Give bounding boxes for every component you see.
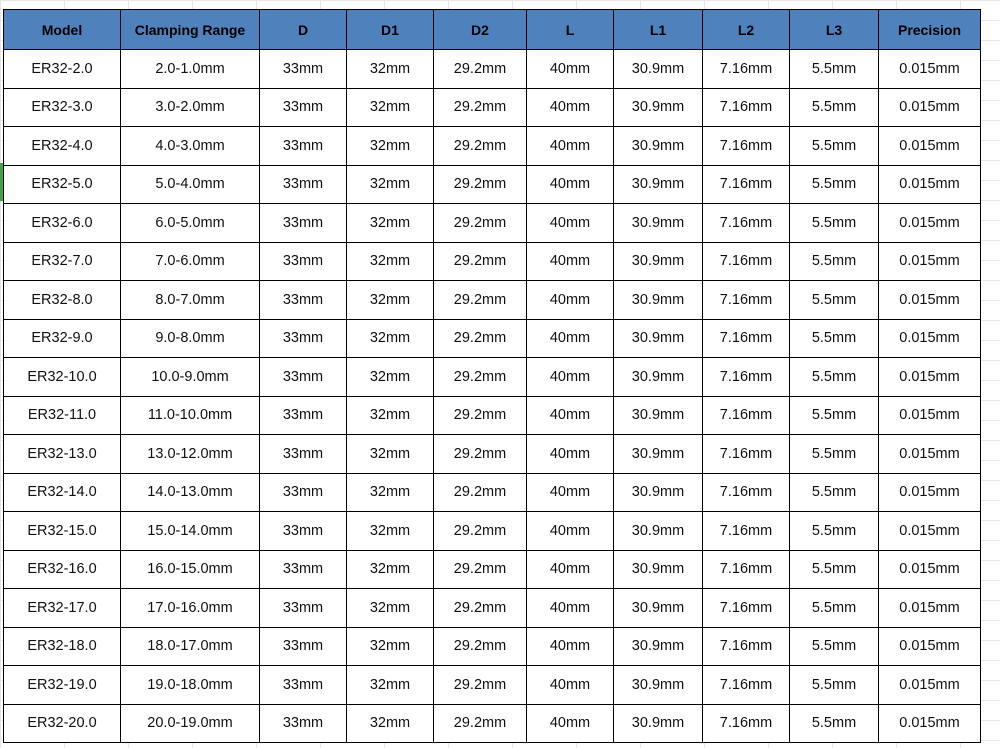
cell-d1[interactable]: 32mm — [347, 666, 434, 705]
cell-clamping-range[interactable]: 6.0-5.0mm — [121, 204, 260, 243]
cell-precision[interactable]: 0.015mm — [879, 358, 981, 397]
header-cell-clamping-range[interactable]: Clamping Range — [121, 10, 260, 50]
cell-l[interactable]: 40mm — [527, 50, 614, 89]
cell-precision[interactable]: 0.015mm — [879, 396, 981, 435]
cell-clamping-range[interactable]: 2.0-1.0mm — [121, 50, 260, 89]
table-row — [4, 666, 981, 705]
cell-precision[interactable]: 0.015mm — [879, 704, 981, 743]
cell-clamping-range[interactable]: 15.0-14.0mm — [121, 512, 260, 551]
cell-l2[interactable]: 7.16mm — [703, 627, 790, 666]
cell-d2[interactable]: 29.2mm — [434, 358, 527, 397]
header-cell-precision[interactable]: Precision — [879, 10, 981, 50]
cell-model[interactable]: ER32-3.0 — [4, 88, 121, 127]
cell-model[interactable]: ER32-17.0 — [4, 589, 121, 628]
cell-l1[interactable]: 30.9mm — [614, 50, 703, 89]
cell-l3[interactable]: 5.5mm — [790, 473, 879, 512]
cell-l2[interactable]: 7.16mm — [703, 242, 790, 281]
cell-precision[interactable]: 0.015mm — [879, 627, 981, 666]
cell-d1[interactable]: 32mm — [347, 627, 434, 666]
cell-l3[interactable]: 5.5mm — [790, 165, 879, 204]
cell-precision[interactable]: 0.015mm — [879, 242, 981, 281]
cell-model[interactable]: ER32-15.0 — [4, 512, 121, 551]
cell-l3[interactable]: 5.5mm — [790, 512, 879, 551]
cell-d[interactable]: 33mm — [260, 435, 347, 474]
cell-model[interactable]: ER32-16.0 — [4, 550, 121, 589]
cell-l[interactable]: 40mm — [527, 242, 614, 281]
cell-clamping-range[interactable]: 14.0-13.0mm — [121, 473, 260, 512]
cell-model[interactable]: ER32-7.0 — [4, 242, 121, 281]
cell-model[interactable]: ER32-9.0 — [4, 319, 121, 358]
cell-d2[interactable]: 29.2mm — [434, 589, 527, 628]
cell-d1[interactable]: 32mm — [347, 281, 434, 320]
cell-l[interactable]: 40mm — [527, 165, 614, 204]
cell-precision[interactable]: 0.015mm — [879, 50, 981, 89]
cell-d[interactable]: 33mm — [260, 281, 347, 320]
cell-l1[interactable]: 30.9mm — [614, 704, 703, 743]
cell-l1[interactable]: 30.9mm — [614, 319, 703, 358]
cell-d1[interactable]: 32mm — [347, 589, 434, 628]
cell-d[interactable]: 33mm — [260, 627, 347, 666]
cell-clamping-range[interactable]: 11.0-10.0mm — [121, 396, 260, 435]
cell-d1[interactable]: 32mm — [347, 358, 434, 397]
cell-precision[interactable]: 0.015mm — [879, 550, 981, 589]
header-cell-d[interactable]: D — [260, 10, 347, 50]
cell-l1[interactable]: 30.9mm — [614, 358, 703, 397]
cell-clamping-range[interactable]: 20.0-19.0mm — [121, 704, 260, 743]
cell-d1[interactable]: 32mm — [347, 512, 434, 551]
cell-clamping-range[interactable]: 16.0-15.0mm — [121, 550, 260, 589]
cell-l3[interactable]: 5.5mm — [790, 50, 879, 89]
cell-precision[interactable]: 0.015mm — [879, 204, 981, 243]
table-row — [4, 242, 981, 281]
cell-d[interactable]: 33mm — [260, 88, 347, 127]
cell-d1[interactable]: 32mm — [347, 319, 434, 358]
cell-clamping-range[interactable]: 9.0-8.0mm — [121, 319, 260, 358]
table-row — [4, 589, 981, 628]
header-cell-l2[interactable]: L2 — [703, 10, 790, 50]
cell-l1[interactable]: 30.9mm — [614, 627, 703, 666]
cell-clamping-range[interactable]: 13.0-12.0mm — [121, 435, 260, 474]
cell-d[interactable]: 33mm — [260, 473, 347, 512]
table-row — [4, 204, 981, 243]
cell-l2[interactable]: 7.16mm — [703, 396, 790, 435]
cell-precision[interactable]: 0.015mm — [879, 319, 981, 358]
table-row — [4, 88, 981, 127]
cell-d1[interactable]: 32mm — [347, 704, 434, 743]
cell-l1[interactable]: 30.9mm — [614, 589, 703, 628]
cell-clamping-range[interactable]: 4.0-3.0mm — [121, 127, 260, 166]
cell-d2[interactable]: 29.2mm — [434, 666, 527, 705]
cell-d1[interactable]: 32mm — [347, 396, 434, 435]
cell-d2[interactable]: 29.2mm — [434, 165, 527, 204]
cell-d2[interactable]: 29.2mm — [434, 319, 527, 358]
cell-d[interactable]: 33mm — [260, 204, 347, 243]
cell-d2[interactable]: 29.2mm — [434, 204, 527, 243]
cell-d[interactable]: 33mm — [260, 165, 347, 204]
cell-model[interactable]: ER32-6.0 — [4, 204, 121, 243]
cell-precision[interactable]: 0.015mm — [879, 666, 981, 705]
cell-l2[interactable]: 7.16mm — [703, 435, 790, 474]
cell-clamping-range[interactable]: 3.0-2.0mm — [121, 88, 260, 127]
header-cell-l3[interactable]: L3 — [790, 10, 879, 50]
cell-model[interactable]: ER32-14.0 — [4, 473, 121, 512]
cell-l[interactable]: 40mm — [527, 512, 614, 551]
cell-d2[interactable]: 29.2mm — [434, 435, 527, 474]
cell-l3[interactable]: 5.5mm — [790, 550, 879, 589]
cell-l1[interactable]: 30.9mm — [614, 281, 703, 320]
cell-d2[interactable]: 29.2mm — [434, 627, 527, 666]
cell-l3[interactable]: 5.5mm — [790, 358, 879, 397]
cell-d2[interactable]: 29.2mm — [434, 88, 527, 127]
cell-l1[interactable]: 30.9mm — [614, 127, 703, 166]
cell-d2[interactable]: 29.2mm — [434, 704, 527, 743]
cell-d[interactable]: 33mm — [260, 50, 347, 89]
cell-l2[interactable]: 7.16mm — [703, 165, 790, 204]
cell-l2[interactable]: 7.16mm — [703, 127, 790, 166]
table-row — [4, 396, 981, 435]
table-row — [4, 281, 981, 320]
cell-d2[interactable]: 29.2mm — [434, 50, 527, 89]
cell-d1[interactable]: 32mm — [347, 550, 434, 589]
header-cell-l1[interactable]: L1 — [614, 10, 703, 50]
cell-d2[interactable]: 29.2mm — [434, 396, 527, 435]
table-row — [4, 165, 981, 204]
cell-d1[interactable]: 32mm — [347, 165, 434, 204]
cell-d[interactable]: 33mm — [260, 127, 347, 166]
cell-d1[interactable]: 32mm — [347, 50, 434, 89]
header-cell-l[interactable]: L — [527, 10, 614, 50]
cell-l1[interactable]: 30.9mm — [614, 204, 703, 243]
cell-l1[interactable]: 30.9mm — [614, 88, 703, 127]
cell-clamping-range[interactable]: 7.0-6.0mm — [121, 242, 260, 281]
cell-clamping-range[interactable]: 18.0-17.0mm — [121, 627, 260, 666]
cell-clamping-range[interactable]: 5.0-4.0mm — [121, 165, 260, 204]
cell-clamping-range[interactable]: 19.0-18.0mm — [121, 666, 260, 705]
cell-l2[interactable]: 7.16mm — [703, 281, 790, 320]
cell-d1[interactable]: 32mm — [347, 435, 434, 474]
cell-l3[interactable]: 5.5mm — [790, 88, 879, 127]
cell-l[interactable]: 40mm — [527, 319, 614, 358]
cell-l3[interactable]: 5.5mm — [790, 589, 879, 628]
cell-model[interactable]: ER32-13.0 — [4, 435, 121, 474]
cell-precision[interactable]: 0.015mm — [879, 165, 981, 204]
table-row — [4, 704, 981, 743]
cell-l1[interactable]: 30.9mm — [614, 435, 703, 474]
table-row — [4, 319, 981, 358]
cell-l2[interactable]: 7.16mm — [703, 204, 790, 243]
cell-l3[interactable]: 5.5mm — [790, 627, 879, 666]
cell-model[interactable]: ER32-20.0 — [4, 704, 121, 743]
cell-d[interactable]: 33mm — [260, 666, 347, 705]
cell-d2[interactable]: 29.2mm — [434, 473, 527, 512]
cell-d1[interactable]: 32mm — [347, 127, 434, 166]
cell-d[interactable]: 33mm — [260, 512, 347, 551]
cell-model[interactable]: ER32-10.0 — [4, 358, 121, 397]
cell-l1[interactable]: 30.9mm — [614, 242, 703, 281]
cell-l2[interactable]: 7.16mm — [703, 88, 790, 127]
cell-l[interactable]: 40mm — [527, 704, 614, 743]
header-cell-d2[interactable]: D2 — [434, 10, 527, 50]
table-row — [4, 50, 981, 89]
cell-precision[interactable]: 0.015mm — [879, 88, 981, 127]
cell-d1[interactable]: 32mm — [347, 88, 434, 127]
cell-l2[interactable]: 7.16mm — [703, 550, 790, 589]
cell-precision[interactable]: 0.015mm — [879, 435, 981, 474]
table-row — [4, 358, 981, 397]
cell-l3[interactable]: 5.5mm — [790, 319, 879, 358]
cell-model[interactable]: ER32-18.0 — [4, 627, 121, 666]
cell-l1[interactable]: 30.9mm — [614, 396, 703, 435]
cell-clamping-range[interactable]: 10.0-9.0mm — [121, 358, 260, 397]
cell-d1[interactable]: 32mm — [347, 204, 434, 243]
cell-l1[interactable]: 30.9mm — [614, 473, 703, 512]
header-cell-d1[interactable]: D1 — [347, 10, 434, 50]
cell-model[interactable]: ER32-2.0 — [4, 50, 121, 89]
cell-l1[interactable]: 30.9mm — [614, 512, 703, 551]
cell-l2[interactable]: 7.16mm — [703, 473, 790, 512]
table-row — [4, 127, 981, 166]
cell-l1[interactable]: 30.9mm — [614, 165, 703, 204]
cell-precision[interactable]: 0.015mm — [879, 589, 981, 628]
cell-model[interactable]: ER32-4.0 — [4, 127, 121, 166]
table-row — [4, 627, 981, 666]
cell-l3[interactable]: 5.5mm — [790, 396, 879, 435]
cell-l[interactable]: 40mm — [527, 127, 614, 166]
cell-l3[interactable]: 5.5mm — [790, 435, 879, 474]
table-row — [4, 550, 981, 589]
cell-model[interactable]: ER32-11.0 — [4, 396, 121, 435]
cell-l2[interactable]: 7.16mm — [703, 704, 790, 743]
cell-precision[interactable]: 0.015mm — [879, 512, 981, 551]
cell-l[interactable]: 40mm — [527, 666, 614, 705]
cell-clamping-range[interactable]: 17.0-16.0mm — [121, 589, 260, 628]
cell-d[interactable]: 33mm — [260, 319, 347, 358]
cell-d[interactable]: 33mm — [260, 550, 347, 589]
cell-clamping-range[interactable]: 8.0-7.0mm — [121, 281, 260, 320]
cell-l3[interactable]: 5.5mm — [790, 666, 879, 705]
cell-l[interactable]: 40mm — [527, 358, 614, 397]
cell-l[interactable]: 40mm — [527, 281, 614, 320]
cell-d[interactable]: 33mm — [260, 358, 347, 397]
cell-model[interactable]: ER32-5.0 — [4, 165, 121, 204]
cell-l[interactable]: 40mm — [527, 435, 614, 474]
cell-l3[interactable]: 5.5mm — [790, 704, 879, 743]
cell-l[interactable]: 40mm — [527, 589, 614, 628]
cell-l[interactable]: 40mm — [527, 396, 614, 435]
cell-precision[interactable]: 0.015mm — [879, 127, 981, 166]
collet-spec-table — [3, 9, 981, 743]
cell-d2[interactable]: 29.2mm — [434, 281, 527, 320]
cell-d2[interactable]: 29.2mm — [434, 242, 527, 281]
cell-precision[interactable]: 0.015mm — [879, 473, 981, 512]
cell-l[interactable]: 40mm — [527, 550, 614, 589]
cell-d[interactable]: 33mm — [260, 704, 347, 743]
table-row — [4, 512, 981, 551]
cell-l2[interactable]: 7.16mm — [703, 589, 790, 628]
table-row — [4, 435, 981, 474]
cell-l[interactable]: 40mm — [527, 627, 614, 666]
cell-d[interactable]: 33mm — [260, 242, 347, 281]
cell-l2[interactable]: 7.16mm — [703, 50, 790, 89]
cell-model[interactable]: ER32-8.0 — [4, 281, 121, 320]
cell-l2[interactable]: 7.16mm — [703, 512, 790, 551]
cell-l1[interactable]: 30.9mm — [614, 666, 703, 705]
cell-l3[interactable]: 5.5mm — [790, 281, 879, 320]
cell-l3[interactable]: 5.5mm — [790, 242, 879, 281]
cell-l3[interactable]: 5.5mm — [790, 127, 879, 166]
cell-d[interactable]: 33mm — [260, 396, 347, 435]
cell-l3[interactable]: 5.5mm — [790, 204, 879, 243]
cell-l[interactable]: 40mm — [527, 204, 614, 243]
cell-d2[interactable]: 29.2mm — [434, 512, 527, 551]
cell-d1[interactable]: 32mm — [347, 242, 434, 281]
cell-l2[interactable]: 7.16mm — [703, 319, 790, 358]
header-cell-model[interactable]: Model — [4, 10, 121, 50]
table-row — [4, 473, 981, 512]
cell-d[interactable]: 33mm — [260, 589, 347, 628]
cell-d2[interactable]: 29.2mm — [434, 127, 527, 166]
cell-d1[interactable]: 32mm — [347, 473, 434, 512]
cell-precision[interactable]: 0.015mm — [879, 281, 981, 320]
cell-d2[interactable]: 29.2mm — [434, 550, 527, 589]
cell-model[interactable]: ER32-19.0 — [4, 666, 121, 705]
cell-l2[interactable]: 7.16mm — [703, 666, 790, 705]
header-row — [4, 10, 981, 50]
cell-l[interactable]: 40mm — [527, 473, 614, 512]
cell-l[interactable]: 40mm — [527, 88, 614, 127]
cell-l1[interactable]: 30.9mm — [614, 550, 703, 589]
cell-l2[interactable]: 7.16mm — [703, 358, 790, 397]
